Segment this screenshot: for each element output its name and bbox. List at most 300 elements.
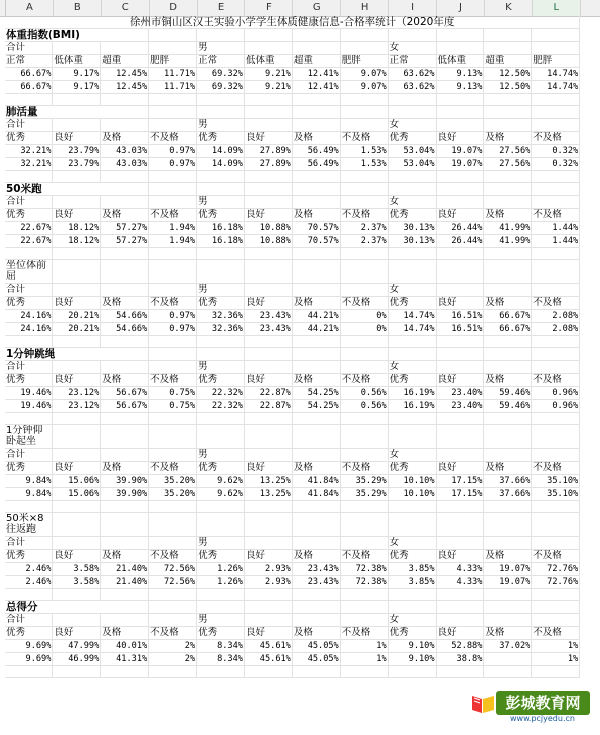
value-cell[interactable]: 35.29% [340, 475, 388, 488]
empty-cell[interactable] [244, 196, 292, 209]
value-cell[interactable]: 2.37% [340, 235, 388, 248]
empty-cell[interactable] [292, 94, 340, 106]
column-header-k[interactable]: K [485, 0, 533, 16]
value-cell[interactable]: 35.29% [340, 488, 388, 501]
column-header-a[interactable]: A [6, 0, 54, 16]
value-cell[interactable]: 23.43% [244, 323, 292, 336]
value-cell[interactable]: 69.32% [197, 81, 245, 94]
column-label[interactable]: 低体重 [244, 55, 292, 68]
value-cell[interactable]: 26.44% [436, 222, 484, 235]
empty-cell[interactable] [340, 425, 388, 449]
empty-cell[interactable] [101, 425, 149, 449]
column-label[interactable]: 不及格 [149, 627, 197, 640]
column-header-b[interactable]: B [54, 0, 102, 16]
group-label[interactable]: 合计 [5, 361, 53, 374]
column-label[interactable]: 不及格 [532, 374, 580, 387]
column-label[interactable]: 良好 [244, 209, 292, 222]
value-cell[interactable]: 23.43% [292, 576, 340, 589]
empty-cell[interactable] [101, 537, 149, 550]
empty-cell[interactable] [53, 42, 101, 55]
group-label[interactable]: 男 [197, 284, 245, 297]
value-cell[interactable]: 1% [532, 640, 580, 653]
value-cell[interactable]: 9.13% [436, 68, 484, 81]
value-cell[interactable]: 23.43% [244, 310, 292, 323]
column-label[interactable]: 正常 [388, 55, 436, 68]
group-label[interactable]: 合计 [5, 614, 53, 627]
value-cell[interactable]: 0.32% [532, 158, 580, 171]
value-cell[interactable]: 9.07% [340, 68, 388, 81]
empty-cell[interactable] [244, 537, 292, 550]
value-cell[interactable]: 27.56% [484, 158, 532, 171]
group-label[interactable]: 女 [388, 449, 436, 462]
column-label[interactable]: 低体重 [53, 55, 101, 68]
empty-cell[interactable] [484, 94, 532, 106]
empty-cell[interactable] [292, 196, 340, 209]
value-cell[interactable]: 1.94% [149, 222, 197, 235]
value-cell[interactable]: 18.12% [53, 235, 101, 248]
empty-cell[interactable] [388, 413, 436, 425]
empty-cell[interactable] [53, 501, 101, 513]
value-cell[interactable]: 32.21% [5, 145, 53, 158]
column-label[interactable]: 不及格 [149, 209, 197, 222]
value-cell[interactable]: 9.69% [5, 653, 53, 666]
value-cell[interactable]: 11.71% [149, 68, 197, 81]
empty-cell[interactable] [436, 171, 484, 183]
column-label[interactable]: 低体重 [436, 55, 484, 68]
value-cell[interactable]: 41.31% [101, 653, 149, 666]
group-label[interactable]: 合计 [5, 284, 53, 297]
empty-cell[interactable] [244, 42, 292, 55]
empty-cell[interactable] [484, 601, 532, 614]
value-cell[interactable]: 72.38% [340, 563, 388, 576]
value-cell[interactable]: 35.20% [149, 488, 197, 501]
empty-cell[interactable] [5, 589, 53, 601]
empty-cell[interactable] [149, 537, 197, 550]
column-label[interactable]: 不及格 [149, 550, 197, 563]
value-cell[interactable]: 1.26% [197, 576, 245, 589]
empty-cell[interactable] [53, 614, 101, 627]
empty-cell[interactable] [244, 614, 292, 627]
group-label[interactable]: 女 [388, 196, 436, 209]
value-cell[interactable]: 2% [149, 653, 197, 666]
value-cell[interactable]: 19.07% [436, 145, 484, 158]
value-cell[interactable]: 57.27% [101, 222, 149, 235]
empty-cell[interactable] [149, 425, 197, 449]
group-label[interactable]: 合计 [5, 537, 53, 550]
column-label[interactable]: 及格 [101, 297, 149, 310]
empty-cell[interactable] [388, 666, 436, 678]
empty-cell[interactable] [149, 196, 197, 209]
value-cell[interactable]: 0% [340, 323, 388, 336]
empty-cell[interactable] [532, 171, 580, 183]
column-header-i[interactable]: I [389, 0, 437, 16]
empty-cell[interactable] [484, 425, 532, 449]
section-label[interactable]: 肺活量 [5, 106, 149, 119]
value-cell[interactable]: 16.19% [388, 400, 436, 413]
empty-cell[interactable] [101, 449, 149, 462]
empty-cell[interactable] [197, 248, 245, 260]
empty-cell[interactable] [484, 284, 532, 297]
column-label[interactable]: 及格 [292, 462, 340, 475]
empty-cell[interactable] [532, 614, 580, 627]
empty-cell[interactable] [292, 284, 340, 297]
value-cell[interactable]: 4.33% [436, 563, 484, 576]
value-cell[interactable]: 24.16% [5, 323, 53, 336]
empty-cell[interactable] [340, 449, 388, 462]
empty-cell[interactable] [340, 361, 388, 374]
value-cell[interactable]: 0.32% [532, 145, 580, 158]
value-cell[interactable]: 41.99% [484, 222, 532, 235]
value-cell[interactable]: 2.93% [244, 563, 292, 576]
empty-cell[interactable] [484, 106, 532, 119]
empty-cell[interactable] [388, 601, 436, 614]
column-label[interactable]: 及格 [484, 297, 532, 310]
empty-cell[interactable] [292, 260, 340, 284]
empty-cell[interactable] [388, 183, 436, 196]
empty-cell[interactable] [484, 501, 532, 513]
empty-cell[interactable] [292, 589, 340, 601]
empty-cell[interactable] [244, 425, 292, 449]
column-label[interactable]: 及格 [292, 297, 340, 310]
value-cell[interactable]: 54.25% [292, 400, 340, 413]
empty-cell[interactable] [53, 171, 101, 183]
empty-cell[interactable] [484, 413, 532, 425]
empty-cell[interactable] [532, 29, 580, 42]
value-cell[interactable]: 9.62% [197, 475, 245, 488]
empty-cell[interactable] [244, 589, 292, 601]
value-cell[interactable]: 66.67% [5, 81, 53, 94]
section-label[interactable]: 体重指数(BMI) [5, 29, 149, 42]
column-label[interactable]: 正常 [197, 55, 245, 68]
column-label[interactable]: 及格 [292, 627, 340, 640]
value-cell[interactable]: 3.58% [53, 576, 101, 589]
empty-cell[interactable] [532, 361, 580, 374]
column-label[interactable]: 良好 [244, 132, 292, 145]
value-cell[interactable]: 40.01% [101, 640, 149, 653]
group-label[interactable]: 女 [388, 284, 436, 297]
value-cell[interactable]: 2.08% [532, 323, 580, 336]
empty-cell[interactable] [292, 171, 340, 183]
empty-cell[interactable] [436, 601, 484, 614]
empty-cell[interactable] [197, 260, 245, 284]
empty-cell[interactable] [436, 614, 484, 627]
column-header-j[interactable]: J [437, 0, 485, 16]
empty-cell[interactable] [292, 248, 340, 260]
value-cell[interactable]: 39.90% [101, 475, 149, 488]
value-cell[interactable]: 0.97% [149, 310, 197, 323]
column-label[interactable]: 及格 [484, 462, 532, 475]
value-cell[interactable]: 10.88% [244, 222, 292, 235]
empty-cell[interactable] [532, 196, 580, 209]
value-cell[interactable]: 1.26% [197, 563, 245, 576]
empty-cell[interactable] [532, 248, 580, 260]
empty-cell[interactable] [149, 348, 197, 361]
empty-cell[interactable] [436, 449, 484, 462]
group-label[interactable]: 男 [197, 614, 245, 627]
value-cell[interactable]: 0% [340, 310, 388, 323]
empty-cell[interactable] [340, 196, 388, 209]
empty-cell[interactable] [53, 196, 101, 209]
empty-cell[interactable] [340, 171, 388, 183]
column-label[interactable]: 不及格 [149, 297, 197, 310]
empty-cell[interactable] [532, 348, 580, 361]
column-label[interactable]: 优秀 [5, 297, 53, 310]
value-cell[interactable]: 38.8% [436, 653, 484, 666]
value-cell[interactable]: 54.66% [101, 323, 149, 336]
column-label[interactable]: 不及格 [340, 627, 388, 640]
empty-cell[interactable] [197, 171, 245, 183]
empty-cell[interactable] [101, 336, 149, 348]
section-label[interactable]: 50米跑 [5, 183, 149, 196]
column-label[interactable]: 超重 [101, 55, 149, 68]
empty-cell[interactable] [101, 589, 149, 601]
value-cell[interactable]: 16.51% [436, 310, 484, 323]
empty-cell[interactable] [101, 94, 149, 106]
empty-cell[interactable] [244, 94, 292, 106]
value-cell[interactable]: 13.25% [244, 475, 292, 488]
column-label[interactable]: 超重 [484, 55, 532, 68]
empty-cell[interactable] [532, 183, 580, 196]
column-label[interactable]: 优秀 [5, 374, 53, 387]
empty-cell[interactable] [244, 29, 292, 42]
empty-cell[interactable] [532, 425, 580, 449]
empty-cell[interactable] [532, 119, 580, 132]
empty-cell[interactable] [53, 449, 101, 462]
empty-cell[interactable] [101, 248, 149, 260]
empty-cell[interactable] [484, 336, 532, 348]
empty-cell[interactable] [436, 425, 484, 449]
value-cell[interactable]: 16.18% [197, 222, 245, 235]
section-label[interactable]: 50米×8往返跑 [5, 513, 53, 537]
empty-cell[interactable] [53, 537, 101, 550]
column-label[interactable]: 良好 [53, 297, 101, 310]
empty-cell[interactable] [532, 106, 580, 119]
column-header-c[interactable]: C [102, 0, 150, 16]
value-cell[interactable]: 23.79% [53, 145, 101, 158]
value-cell[interactable]: 12.41% [292, 81, 340, 94]
column-label[interactable]: 及格 [484, 550, 532, 563]
empty-cell[interactable] [197, 589, 245, 601]
value-cell[interactable]: 46.99% [53, 653, 101, 666]
value-cell[interactable]: 1% [340, 653, 388, 666]
column-label[interactable]: 及格 [101, 550, 149, 563]
column-label[interactable]: 良好 [53, 550, 101, 563]
empty-cell[interactable] [436, 29, 484, 42]
empty-cell[interactable] [244, 248, 292, 260]
value-cell[interactable]: 18.12% [53, 222, 101, 235]
column-label[interactable]: 优秀 [197, 209, 245, 222]
empty-cell[interactable] [388, 29, 436, 42]
empty-cell[interactable] [53, 248, 101, 260]
empty-cell[interactable] [101, 119, 149, 132]
empty-cell[interactable] [292, 513, 340, 537]
empty-cell[interactable] [292, 501, 340, 513]
value-cell[interactable]: 23.40% [436, 387, 484, 400]
value-cell[interactable]: 19.46% [5, 387, 53, 400]
empty-cell[interactable] [436, 666, 484, 678]
column-label[interactable]: 良好 [436, 132, 484, 145]
empty-cell[interactable] [532, 449, 580, 462]
column-label[interactable]: 优秀 [5, 627, 53, 640]
empty-cell[interactable] [532, 260, 580, 284]
value-cell[interactable]: 23.40% [436, 400, 484, 413]
column-header-e[interactable]: E [198, 0, 246, 16]
value-cell[interactable]: 35.10% [532, 488, 580, 501]
empty-cell[interactable] [101, 42, 149, 55]
empty-cell[interactable] [197, 348, 245, 361]
value-cell[interactable]: 37.02% [484, 640, 532, 653]
value-cell[interactable]: 22.87% [244, 387, 292, 400]
empty-cell[interactable] [484, 171, 532, 183]
empty-cell[interactable] [436, 42, 484, 55]
value-cell[interactable]: 0.75% [149, 387, 197, 400]
empty-cell[interactable] [340, 260, 388, 284]
column-label[interactable]: 良好 [53, 132, 101, 145]
group-label[interactable]: 男 [197, 449, 245, 462]
value-cell[interactable]: 1.53% [340, 145, 388, 158]
value-cell[interactable]: 17.15% [436, 475, 484, 488]
empty-cell[interactable] [436, 260, 484, 284]
value-cell[interactable]: 1.44% [532, 235, 580, 248]
empty-cell[interactable] [5, 248, 53, 260]
empty-cell[interactable] [53, 513, 101, 537]
value-cell[interactable]: 0.97% [149, 158, 197, 171]
empty-cell[interactable] [149, 42, 197, 55]
column-label[interactable]: 及格 [292, 550, 340, 563]
value-cell[interactable]: 44.21% [292, 323, 340, 336]
column-label[interactable]: 优秀 [388, 550, 436, 563]
value-cell[interactable]: 10.10% [388, 488, 436, 501]
empty-cell[interactable] [340, 501, 388, 513]
column-label[interactable]: 优秀 [5, 462, 53, 475]
value-cell[interactable]: 2.37% [340, 222, 388, 235]
value-cell[interactable]: 19.07% [436, 158, 484, 171]
column-label[interactable]: 良好 [436, 374, 484, 387]
empty-cell[interactable] [197, 94, 245, 106]
value-cell[interactable]: 41.84% [292, 475, 340, 488]
column-label[interactable]: 良好 [53, 627, 101, 640]
value-cell[interactable]: 16.19% [388, 387, 436, 400]
group-label[interactable]: 女 [388, 42, 436, 55]
empty-cell[interactable] [292, 183, 340, 196]
value-cell[interactable]: 52.88% [436, 640, 484, 653]
empty-cell[interactable] [532, 501, 580, 513]
empty-cell[interactable] [436, 106, 484, 119]
column-label[interactable]: 优秀 [5, 209, 53, 222]
empty-cell[interactable] [149, 666, 197, 678]
value-cell[interactable]: 14.74% [388, 310, 436, 323]
value-cell[interactable]: 3.85% [388, 576, 436, 589]
empty-cell[interactable] [53, 336, 101, 348]
value-cell[interactable]: 27.56% [484, 145, 532, 158]
empty-cell[interactable] [436, 196, 484, 209]
value-cell[interactable]: 2.46% [5, 563, 53, 576]
empty-cell[interactable] [149, 94, 197, 106]
column-label[interactable]: 及格 [484, 374, 532, 387]
empty-cell[interactable] [340, 183, 388, 196]
column-label[interactable]: 超重 [292, 55, 340, 68]
empty-cell[interactable] [388, 248, 436, 260]
column-header-l[interactable]: L [533, 0, 581, 16]
empty-cell[interactable] [292, 425, 340, 449]
value-cell[interactable]: 14.09% [197, 158, 245, 171]
empty-cell[interactable] [149, 589, 197, 601]
value-cell[interactable]: 27.89% [244, 145, 292, 158]
value-cell[interactable]: 53.04% [388, 145, 436, 158]
value-cell[interactable]: 4.33% [436, 576, 484, 589]
empty-cell[interactable] [484, 42, 532, 55]
column-label[interactable]: 优秀 [197, 462, 245, 475]
value-cell[interactable]: 56.67% [101, 387, 149, 400]
empty-cell[interactable] [101, 614, 149, 627]
empty-cell[interactable] [292, 106, 340, 119]
value-cell[interactable]: 66.67% [484, 323, 532, 336]
column-label[interactable]: 不及格 [532, 209, 580, 222]
value-cell[interactable]: 15.06% [53, 488, 101, 501]
empty-cell[interactable] [436, 348, 484, 361]
value-cell[interactable]: 30.13% [388, 235, 436, 248]
empty-cell[interactable] [532, 284, 580, 297]
empty-cell[interactable] [292, 29, 340, 42]
empty-cell[interactable] [388, 501, 436, 513]
empty-cell[interactable] [101, 284, 149, 297]
empty-cell[interactable] [388, 171, 436, 183]
empty-cell[interactable] [484, 183, 532, 196]
value-cell[interactable] [484, 653, 532, 666]
value-cell[interactable]: 10.10% [388, 475, 436, 488]
empty-cell[interactable] [149, 260, 197, 284]
value-cell[interactable]: 1% [340, 640, 388, 653]
empty-cell[interactable] [340, 537, 388, 550]
empty-cell[interactable] [244, 513, 292, 537]
empty-cell[interactable] [101, 413, 149, 425]
empty-cell[interactable] [101, 260, 149, 284]
empty-cell[interactable] [149, 183, 197, 196]
empty-cell[interactable] [388, 106, 436, 119]
column-label[interactable]: 不及格 [149, 374, 197, 387]
value-cell[interactable]: 0.96% [532, 387, 580, 400]
empty-cell[interactable] [484, 589, 532, 601]
column-label[interactable]: 及格 [101, 462, 149, 475]
empty-cell[interactable] [340, 29, 388, 42]
empty-cell[interactable] [53, 119, 101, 132]
group-label[interactable]: 合计 [5, 42, 53, 55]
column-label[interactable]: 不及格 [340, 132, 388, 145]
empty-cell[interactable] [53, 425, 101, 449]
empty-cell[interactable] [149, 449, 197, 462]
value-cell[interactable]: 26.44% [436, 235, 484, 248]
value-cell[interactable]: 59.46% [484, 400, 532, 413]
column-label[interactable]: 及格 [101, 132, 149, 145]
column-label[interactable]: 不及格 [149, 132, 197, 145]
empty-cell[interactable] [149, 501, 197, 513]
empty-cell[interactable] [436, 183, 484, 196]
empty-cell[interactable] [149, 248, 197, 260]
column-label[interactable]: 及格 [101, 209, 149, 222]
value-cell[interactable]: 12.50% [484, 81, 532, 94]
empty-cell[interactable] [436, 284, 484, 297]
value-cell[interactable]: 9.10% [388, 640, 436, 653]
value-cell[interactable]: 32.21% [5, 158, 53, 171]
value-cell[interactable]: 39.90% [101, 488, 149, 501]
value-cell[interactable]: 2% [149, 640, 197, 653]
value-cell[interactable]: 45.61% [244, 640, 292, 653]
column-header-d[interactable]: D [150, 0, 198, 16]
value-cell[interactable]: 30.13% [388, 222, 436, 235]
value-cell[interactable]: 54.25% [292, 387, 340, 400]
value-cell[interactable]: 19.07% [484, 563, 532, 576]
empty-cell[interactable] [484, 666, 532, 678]
